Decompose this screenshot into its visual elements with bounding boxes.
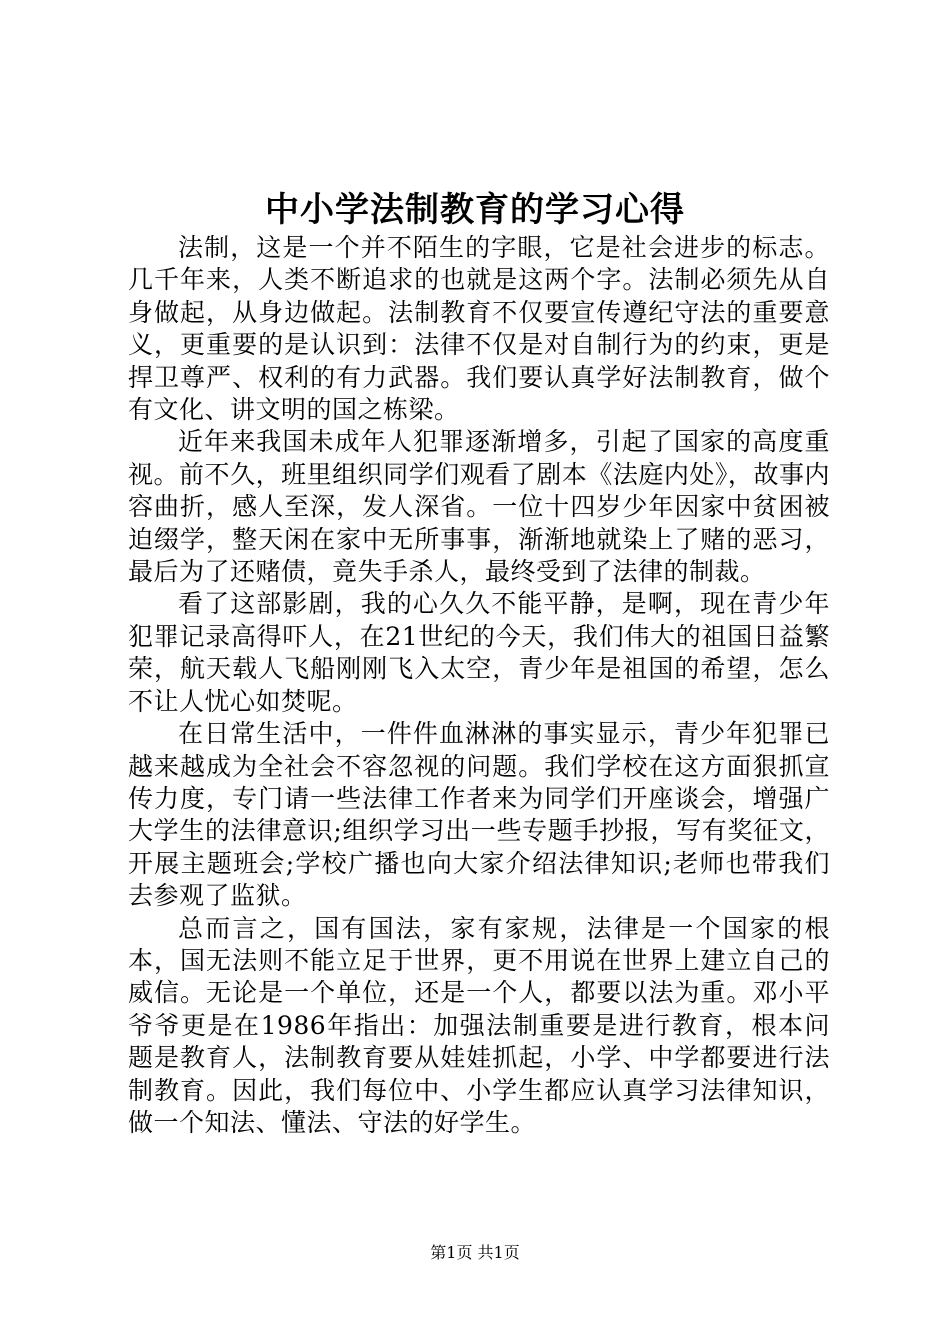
document-body bbox=[128, 232, 830, 1139]
document-title: 中小学法制教育的学习心得 bbox=[265, 190, 685, 230]
paragraph-3: 看了这部影剧，我的心久久不能平静，是啊，现在青少年犯罪记录高得吓人，在21世纪的今天，我们伟大的祖国日益繁荣，航天载人飞船刚刚飞入太空，青少年是祖国的希望，怎么不让人忧心如焚呢。 bbox=[128, 589, 830, 716]
paragraph-4: 在日常生活中，一件件血淋淋的事实显示，青少年犯罪已越来越成为全社会不容忽视的问题。我们学校在这方面狠抓宣传力度，专门请一些法律工作者来为同学们开座谈会，增强广大学生的法律意识;组织学习出一些专题手抄报，写有奖征文，开展主题班会;学校广播也向大家介绍法律知识;老师也带我们去参观了监狱。 bbox=[128, 719, 830, 911]
page-footer: 第1页 共1页 bbox=[430, 1243, 520, 1262]
paragraph-5: 总而言之，国有国法，家有家规，法律是一个国家的根本，国无法则不能立足于世界，更不用说在世界上建立自己的威信。无论是一个单位，还是一个人，都要以法为重。邓小平爷爷更是在1986年指出：加强法制重要是进行教育，根本问题是教育人，法制教育要从娃娃抓起，小学、中学都要进行法制教育。因此，我们每位中、小学生都应认真学习法律知识，做一个知法、懂法、守法的好学生。 bbox=[128, 913, 830, 1137]
paragraph-1: 法制，这是一个并不陌生的字眼，它是社会进步的标志。几千年来，人类不断追求的也就是这两个字。法制必须先从自身做起，从身边做起。法制教育不仅要宣传遵纪守法的重要意义，更重要的是认识到：法律不仅是对自制行为的约束，更是捍卫尊严、权利的有力武器。我们要认真学好法制教育，做个有文化、讲文明的国之栋梁。 bbox=[128, 233, 830, 425]
paragraph-2: 近年来我国未成年人犯罪逐渐增多，引起了国家的高度重视。前不久，班里组织同学们观看了剧本《法庭内处》，故事内容曲折，感人至深，发人深省。一位十四岁少年因家中贫困被迫缀学，整天闲在家中无所事事，渐渐地就染上了赌的恶习，最后为了还赌债，竟失手杀人，最终受到了法律的制裁。 bbox=[128, 427, 830, 587]
